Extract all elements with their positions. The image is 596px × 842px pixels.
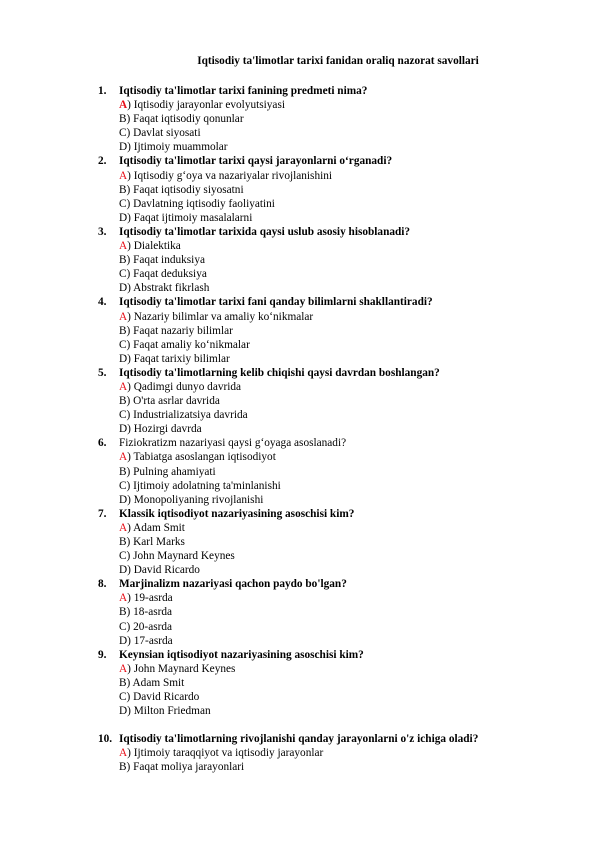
option-letter: D [119, 211, 128, 224]
answer-option [98, 380, 558, 394]
option-text: ) Faqat iqtisodiy qonunlar [126, 113, 244, 126]
question-text: Iqtisodiy ta'limotlarning kelib chiqishi qaysi davrdan boshlangan? [119, 366, 440, 379]
option-text: ) Faqat iqtisodiy siyosatni [126, 183, 244, 196]
question-text: Iqtisodiy ta'limotlar tarixi fani qanday bilimlarni shakllantiradi? [119, 296, 433, 309]
option-letter: B [119, 465, 127, 478]
option-letter: D [119, 634, 128, 647]
answer-option [98, 112, 558, 126]
option-letter: B [119, 676, 127, 689]
option-letter: A [119, 747, 128, 760]
answer-option [98, 197, 558, 211]
option-letter: C [119, 550, 127, 563]
answer-option [98, 183, 558, 197]
option-letter: D [119, 705, 128, 718]
question-line [98, 225, 558, 239]
answer-option [98, 676, 558, 690]
answer-option [98, 450, 558, 464]
option-text: ) Adam Smit [127, 521, 185, 534]
answer-option [98, 169, 558, 183]
question-number: 9. [98, 648, 107, 661]
question-number: 10. [98, 733, 113, 746]
option-letter: C [119, 479, 127, 492]
option-text: ) Adam Smit [126, 676, 185, 689]
question-line [98, 295, 558, 309]
option-letter: C [119, 127, 127, 140]
question-line [98, 84, 558, 98]
option-text: ) Faqat moliya jarayonlari [126, 761, 245, 774]
answer-option [98, 422, 558, 436]
question-line [98, 577, 558, 591]
option-letter: A [119, 451, 128, 464]
option-text: ) Karl Marks [126, 536, 185, 548]
option-letter: D [119, 493, 128, 506]
option-letter: C [119, 409, 127, 422]
option-letter: C [119, 691, 127, 704]
option-text: ) 17-asrda [127, 634, 173, 647]
answer-option [98, 253, 558, 267]
answer-option [98, 479, 558, 493]
answer-option [98, 267, 558, 281]
answer-option [98, 98, 558, 112]
question-list [98, 84, 558, 775]
question-text: Fiziokratizm nazariyasi qaysi g‘oyaga asoslanadi? [119, 437, 347, 450]
question-item [98, 507, 558, 577]
question-line [98, 366, 558, 380]
answer-option [98, 634, 558, 648]
answer-option [98, 408, 558, 422]
answer-option [98, 591, 558, 605]
option-text: ) Nazariy bilimlar va amaliy ko‘nikmalar [127, 310, 314, 323]
option-text: ) Tabiatga asoslangan iqtisodiyot [127, 451, 276, 464]
option-letter: B [119, 113, 127, 126]
answer-option [98, 563, 558, 577]
option-letter: C [119, 620, 127, 633]
option-letter: D [119, 564, 128, 577]
question-item [98, 436, 558, 506]
option-text: ) John Maynard Keynes [127, 662, 236, 675]
option-text: ) Ijtimoiy muammolar [127, 141, 228, 154]
question-number: 2. [98, 155, 107, 168]
option-text: ) 20-asrda [126, 620, 173, 633]
option-text: ) O'rta asrlar davrida [126, 395, 220, 408]
question-line [98, 154, 558, 168]
answer-option [98, 493, 558, 507]
question-text: Marjinalizm nazariyasi qachon paydo bo'lgan? [119, 578, 347, 591]
option-text: ) Iqtisodiy jarayonlar evolyutsiyasi [127, 99, 285, 112]
question-number: 6. [98, 437, 107, 450]
answer-option [98, 310, 558, 324]
question-number: 4. [98, 296, 107, 309]
question-item [98, 732, 558, 774]
question-line [98, 732, 558, 746]
question-text: Iqtisodiy ta'limotlarning rivojlanishi qanday jarayonlarni o'z ichiga oladi? [119, 733, 479, 746]
option-letter: A [119, 240, 128, 253]
option-letter: A [119, 99, 128, 112]
option-letter: B [119, 761, 127, 774]
option-letter: D [119, 141, 128, 154]
option-text: ) Davlatning iqtisodiy faoliyatini [126, 197, 275, 210]
option-letter: A [119, 592, 128, 605]
option-text: ) Davlat siyosati [126, 127, 201, 140]
answer-option [98, 605, 558, 619]
question-number: 3. [98, 225, 107, 238]
answer-option [98, 662, 558, 676]
option-letter: C [119, 268, 127, 281]
answer-option [98, 535, 558, 549]
question-item [98, 577, 558, 647]
option-letter: C [119, 197, 127, 210]
answer-option [98, 352, 558, 366]
option-text: ) Industrializatsiya davrida [126, 409, 248, 422]
answer-option [98, 140, 558, 154]
answer-option [98, 281, 558, 295]
question-line [98, 648, 558, 662]
option-letter: B [119, 606, 127, 619]
question-line [98, 507, 558, 521]
option-letter: A [119, 380, 128, 393]
option-text: ) Faqat ijtimoiy masalalarni [127, 211, 253, 224]
option-letter: B [119, 324, 127, 337]
option-letter: D [119, 282, 128, 295]
answer-option [98, 324, 558, 338]
answer-option [98, 690, 558, 704]
option-letter: D [119, 352, 128, 365]
question-item [98, 84, 558, 154]
question-text: Klassik iqtisodiyot nazariyasining asoschisi kim? [119, 507, 355, 520]
option-letter: B [119, 183, 127, 196]
question-text: Keynsian iqtisodiyot nazariyasining asoschisi kim? [119, 648, 364, 661]
option-text: ) Faqat tarixiy bilimlar [127, 352, 230, 365]
option-letter: B [119, 395, 127, 408]
answer-option [98, 338, 558, 352]
option-text: ) 19-asrda [127, 592, 173, 605]
answer-option [98, 239, 558, 253]
answer-option [98, 521, 558, 535]
spacer [98, 718, 558, 732]
answer-option [98, 211, 558, 225]
answer-option [98, 746, 558, 760]
page-title: Iqtisodiy ta'limotlar tarixi fanidan oraliq nazorat savollari [197, 55, 479, 67]
option-text: ) Ijtimoiy taraqqiyot va iqtisodiy jarayonlar [127, 747, 324, 760]
question-number: 5. [98, 366, 107, 379]
option-text: ) Monopoliyaning rivojlanishi [127, 493, 264, 506]
question-number: 7. [98, 507, 107, 520]
option-text: ) Pulning ahamiyati [126, 465, 216, 478]
option-text: ) Iqtisodiy g‘oya va nazariyalar rivojlanishini [127, 169, 333, 182]
option-text: ) Dialektika [127, 240, 181, 253]
option-letter: A [119, 169, 128, 182]
question-text: Iqtisodiy ta'limotlar tarixi fanining predmeti nima? [119, 85, 368, 97]
question-item [98, 225, 558, 295]
option-text: ) John Maynard Keynes [126, 550, 235, 563]
option-text: ) Milton Friedman [127, 705, 211, 718]
option-text: ) Ijtimoiy adolatning ta'minlanishi [126, 479, 281, 492]
option-letter: A [119, 310, 128, 323]
answer-option [98, 704, 558, 718]
option-text: ) David Ricardo [127, 564, 200, 577]
option-text: ) Hozirgi davrda [127, 423, 202, 436]
option-text: ) Faqat deduksiya [126, 268, 207, 281]
question-number: 8. [98, 578, 107, 591]
option-text: ) Faqat induksiya [126, 254, 205, 267]
question-item [98, 366, 558, 436]
option-letter: A [119, 521, 128, 534]
option-text: ) 18-asrda [126, 606, 173, 619]
option-text: ) Abstrakt fikrlash [127, 282, 210, 295]
answer-option [98, 760, 558, 774]
option-text: ) Faqat nazariy bilimlar [126, 324, 233, 337]
answer-option [98, 549, 558, 563]
question-text: Iqtisodiy ta'limotlar tarixida qaysi uslub asosiy hisoblanadi? [119, 225, 411, 238]
question-item [98, 295, 558, 365]
option-letter: A [119, 662, 128, 675]
answer-option [98, 394, 558, 408]
question-line [98, 436, 558, 450]
question-number: 1. [98, 85, 107, 97]
answer-option [98, 465, 558, 479]
option-letter: C [119, 338, 127, 351]
option-letter: B [119, 254, 127, 267]
option-text: ) Qadimgi dunyo davrida [127, 380, 242, 393]
option-letter: D [119, 423, 128, 436]
option-text: ) David Ricardo [126, 691, 200, 704]
question-item [98, 648, 558, 718]
question-text: Iqtisodiy ta'limotlar tarixi qaysi jarayonlarni o‘rganadi? [119, 155, 393, 168]
question-item [98, 154, 558, 224]
answer-option [98, 620, 558, 634]
option-text: ) Faqat amaliy ko‘nikmalar [126, 338, 250, 351]
answer-option [98, 126, 558, 140]
option-letter: B [119, 536, 127, 548]
